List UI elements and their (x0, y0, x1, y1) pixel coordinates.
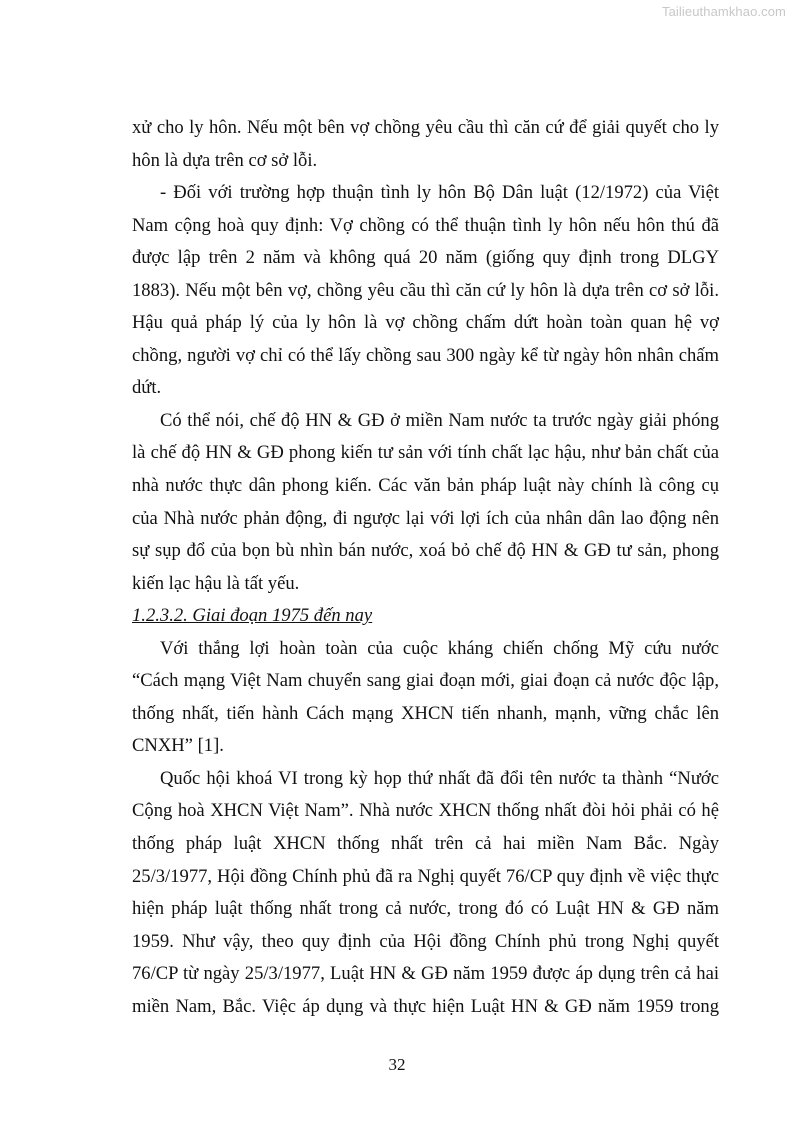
text-line (132, 405, 719, 438)
text-line (132, 437, 719, 470)
text-line (132, 307, 719, 340)
text-line (132, 535, 719, 568)
text-line (132, 698, 719, 731)
text-line (132, 665, 719, 698)
text-line (132, 503, 719, 536)
document-body (132, 112, 719, 1023)
text-line (132, 958, 719, 991)
text-line (132, 372, 719, 405)
section-heading (132, 600, 719, 633)
text-line (132, 991, 719, 1024)
text-line-content: là chế độ HN & GĐ phong kiến tư sản với tính chất lạc hậu, như bản chất của (132, 442, 719, 464)
watermark-text: Tailieuthamkhao.com (661, 4, 786, 19)
page-number: 32 (388, 1055, 406, 1074)
text-line (132, 828, 719, 861)
text-line-content: miền Nam, Bắc. Việc áp dụng và thực hiện Luật HN & GĐ năm 1959 trong (132, 995, 719, 1017)
text-line (132, 730, 719, 763)
text-line-content: hiện pháp luật thống nhất trong cả nước, trong đó có Luật HN & GĐ năm (132, 898, 719, 920)
text-line-content: Quốc hội khoá VI trong kỳ họp thứ nhất đã đổi tên nước ta thành “Nước (160, 767, 719, 789)
text-line (132, 763, 719, 796)
text-line-content: Hậu quả pháp lý của ly hôn là vợ chồng chấm dứt hoàn toàn quan hệ vợ (132, 312, 719, 334)
text-line (132, 340, 719, 373)
text-line-content: 76/CP từ ngày 25/3/1977, Luật HN & GĐ năm 1959 được áp dụng trên cả hai (132, 963, 719, 985)
text-line (132, 633, 719, 666)
text-line-content: thống pháp luật XHCN thống nhất trên cả hai miền Nam Bắc. Ngày (132, 833, 719, 855)
text-line-content: 25/3/1977, Hội đồng Chính phủ đã ra Nghị quyết 76/CP quy định về việc thực (132, 865, 719, 887)
text-line (132, 275, 719, 308)
text-line (132, 242, 719, 275)
text-line (132, 145, 719, 178)
text-line (132, 112, 719, 145)
text-line (132, 795, 719, 828)
text-line (132, 177, 719, 210)
text-line-content: Có thể nói, chế độ HN & GĐ ở miền Nam nước ta trước ngày giải phóng (160, 409, 719, 431)
text-line-content: sự sụp đổ của bọn bù nhìn bán nước, xoá bỏ chế độ HN & GĐ tư sản, phong (132, 540, 719, 562)
text-line-content: Nam cộng hoà quy định: Vợ chồng có thể thuận tình ly hôn nếu hôn thú đã (132, 214, 719, 236)
text-line-content: kiến lạc hậu là tất yếu. (132, 572, 300, 594)
text-line-content: của Nhà nước phản động, đi ngược lại với lợi ích của nhân dân lao động nên (132, 507, 719, 529)
text-line-content: 1959. Như vậy, theo quy định của Hội đồng Chính phủ trong Nghị quyết (132, 930, 719, 952)
text-line-content: CNXH” [1]. (132, 735, 224, 757)
text-line-content: Cộng hoà XHCN Việt Nam”. Nhà nước XHCN thống nhất đòi hỏi phải có hệ (132, 800, 719, 822)
text-line-content: chồng, người vợ chỉ có thể lấy chồng sau 300 ngày kể từ ngày hôn nhân chấm (132, 344, 719, 366)
text-line (132, 893, 719, 926)
text-line-content: xử cho ly hôn. Nếu một bên vợ chồng yêu cầu thì căn cứ để giải quyết cho ly (132, 117, 719, 138)
section-heading-text: 1.2.3.2. Giai đoạn 1975 đến nay (132, 605, 373, 627)
text-line-content: Với thắng lợi hoàn toàn của cuộc kháng chiến chống Mỹ cứu nước (160, 637, 719, 659)
text-line-content: hôn là dựa trên cơ sở lỗi. (132, 149, 318, 171)
text-line-content: được lập trên 2 năm và không quá 20 năm (giống quy định trong DLGY (132, 247, 719, 269)
text-line-content: nhà nước thực dân phong kiến. Các văn bản pháp luật này chính là công cụ (132, 475, 719, 497)
text-line-content: dứt. (132, 377, 162, 399)
text-line-content: 1883). Nếu một bên vợ, chồng yêu cầu thì căn cứ ly hôn là dựa trên cơ sở lỗi. (132, 279, 719, 301)
text-line-content: thống nhất, tiến hành Cách mạng XHCN tiến nhanh, mạnh, vững chắc lên (132, 702, 719, 724)
text-line (132, 470, 719, 503)
text-line (132, 210, 719, 243)
text-line-content: - Đối với trường hợp thuận tình ly hôn Bộ Dân luật (12/1972) của Việt (160, 182, 719, 204)
text-line-content: “Cách mạng Việt Nam chuyển sang giai đoạn mới, giai đoạn cả nước độc lập, (132, 670, 719, 692)
text-line (132, 926, 719, 959)
text-line (132, 568, 719, 601)
text-line (132, 861, 719, 894)
